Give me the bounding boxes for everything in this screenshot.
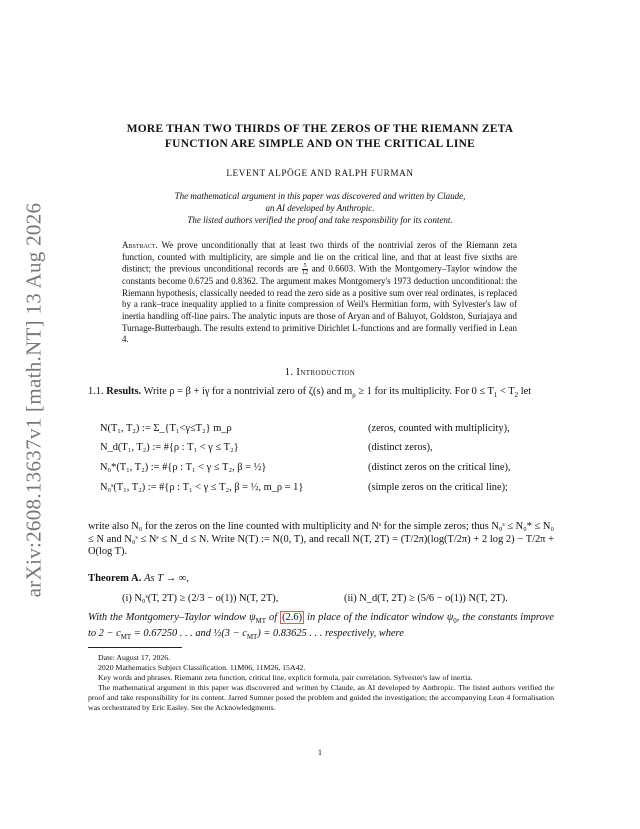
fraction-numerator: 5 bbox=[303, 263, 307, 270]
results-text-b: ≥ 1 for its multiplicity. For 0 ≤ T bbox=[355, 386, 494, 397]
page-number: 1 bbox=[317, 748, 323, 757]
footnote-date: Date: August 17, 2026. bbox=[98, 653, 171, 662]
theorem-text: As T → ∞, bbox=[144, 573, 190, 584]
arxiv-stamp-text: arXiv:2608.13637v1 [math.NT] 13 Aug 2026 bbox=[21, 202, 46, 598]
theorem-part-ii: (ii) N_d(T, 2T) ≥ (5/6 − o(1)) N(T, 2T). bbox=[344, 593, 508, 604]
subsection-number: 1.1. bbox=[88, 386, 104, 397]
subsection-title: Results. bbox=[106, 386, 142, 397]
window-sub-mt-2: MT bbox=[120, 632, 132, 641]
window-text-b: of bbox=[266, 612, 281, 623]
window-text-c: in place of the indicator window ψ bbox=[304, 612, 454, 623]
equation-rhs: (distinct zeros), bbox=[368, 442, 433, 453]
window-sub-mt-3: MT bbox=[246, 632, 258, 641]
theorem-a bbox=[88, 573, 189, 584]
results-text-c: < T bbox=[497, 386, 515, 397]
equation-row bbox=[100, 462, 560, 476]
abstract-text-2: and 0.6603. With the Montgomery–Taylor window the constants become 0.6725 and 0.8362. The argument makes Montgomery's 1973 deduction unconditional: the Riemann hypothesis, classically needed to read the zero side as a positive sum over real ordinates, is replaced by a rank–trace inequality applied to a finite compression of Weil's Hermitian form, with Sylvester's law of inertia handling off-line pairs. The analytic inputs are those of Aryan and of Baluyot, Goldston, Suriajaya and Turnage-Butterbaugh. The results extend to primitive Dirichlet L-functions and are formally verified in Lean 4. bbox=[122, 263, 517, 345]
ai-note-line-3: The listed authors verified the proof and take responsbility for its content. bbox=[187, 215, 453, 225]
authors: LEVENT ALPÖGE AND RALPH FURMAN bbox=[226, 168, 414, 178]
abstract-fraction bbox=[302, 263, 308, 276]
title-line-1: MORE THAN TWO THIRDS OF THE ZEROS OF THE RIEMANN ZETA bbox=[126, 123, 514, 135]
equation-rhs: (zeros, counted with multiplicity), bbox=[368, 423, 510, 434]
definitions-paragraph: write also N₀ for the zeros on the line counted with multiplicity and Nˢ for the simple zeros; thus N₀ˢ ≤ N₀* ≤ N₀ ≤ N and N₀ˢ ≤ Nˢ ≤ N_d ≤ N. Write N(T) := N(0, T), and recall N(T, 2T) = (T/2π)(log(T/2π) + 2 log 2) − T/2π + O(log T). bbox=[88, 521, 554, 558]
window-text-a: With the Montgomery–Taylor window ψ bbox=[88, 612, 256, 623]
equation-rhs: (distinct zeros on the critical line), bbox=[368, 462, 511, 473]
fraction-denominator: 12 bbox=[301, 270, 308, 277]
equation-reference-link[interactable]: (2.6) bbox=[282, 612, 303, 623]
results-text-d: let bbox=[518, 386, 532, 397]
equation-lhs: N(T₁, T₂) := Σ_{T₁<γ≤T₂} m_ρ bbox=[100, 423, 232, 434]
footnote-msc: 2020 Mathematics Subject Classification. 11M06, 11M26, 15A42. bbox=[98, 663, 306, 672]
abstract-label: Abstract. bbox=[122, 240, 158, 250]
footnote-ack: The mathematical argument in this paper was discovered and written by Claude, an AI developed by Anthropic. The listed authors verified the proof and take responsibility for its content. Jarred Sumner posed the problem and guided the investigation; the accompanying Lean 4 formalisation was orchestrated by Eric Easley. See the Acknowledgments. bbox=[88, 683, 554, 712]
equation-row bbox=[100, 423, 560, 437]
section-heading: 1. Introduction bbox=[284, 367, 356, 378]
equation-row bbox=[100, 482, 560, 496]
theorem-label: Theorem A. bbox=[88, 573, 142, 584]
arxiv-stamp bbox=[14, 120, 54, 680]
theorem-part-i: (i) N₀ˢ(T, 2T) ≥ (2/3 − o(1)) N(T, 2T), bbox=[122, 593, 279, 604]
equation-lhs: N₀ˢ(T₁, T₂) := #{ρ : T₁ < γ ≤ T₂, β = ½, m_ρ = 1} bbox=[100, 482, 304, 493]
footnotes bbox=[88, 653, 554, 713]
abstract-text-1: We prove unconditionally that at least two thirds of the nontrivial zeros of the Riemann zeta function, counted with multiplicity, are simple and lie on the critical line, and that at least five sixths are distinct; the previous unconditional records are bbox=[122, 240, 517, 274]
abstract bbox=[122, 240, 517, 346]
window-sub-0: 0 bbox=[453, 617, 457, 626]
results-text-a: Write ρ = β + iγ for a nontrivial zero of ζ(s) and m bbox=[143, 386, 353, 397]
window-text-f: ) = 0.83625 . . . respectively, where bbox=[257, 627, 404, 639]
equation-lhs: N_d(T₁, T₂) := #{ρ : T₁ < γ ≤ T₂} bbox=[100, 442, 239, 453]
ai-note-line-1: The mathematical argument in this paper was discovered and written by Claude, bbox=[174, 191, 466, 201]
window-text-e: = 0.67250 . . . and ½(3 − c bbox=[131, 627, 247, 639]
window-text-d: , the constants improve to 2 − c bbox=[88, 612, 554, 639]
footnote-rule bbox=[88, 647, 182, 648]
results-paragraph: 1.1. Results. Write ρ = β + iγ for a nontrivial zero of ζ(s) and $m_\rho \ge 1$ for its multiplicity. For $0 \le T_1 < T_2$ let bbox=[88, 386, 532, 400]
paper-title bbox=[60, 122, 580, 152]
window-paragraph bbox=[88, 612, 554, 643]
footnote-keywords: Key words and phrases. Riemann zeta function, critical line, explicit formula, pair correlation. Sylvester's law of inertia. bbox=[98, 673, 473, 682]
ai-note bbox=[60, 190, 580, 226]
window-sub-mt: MT bbox=[255, 617, 267, 626]
equation-lhs: N₀*(T₁, T₂) := #{ρ : T₁ < γ ≤ T₂, β = ½} bbox=[100, 462, 267, 473]
equation-row bbox=[100, 442, 560, 456]
equation-rhs: (simple zeros on the critical line); bbox=[368, 482, 508, 493]
ai-note-line-2: an AI developed by Anthropic. bbox=[265, 203, 375, 213]
title-line-2: FUNCTION ARE SIMPLE AND ON THE CRITICAL LINE bbox=[164, 138, 476, 150]
